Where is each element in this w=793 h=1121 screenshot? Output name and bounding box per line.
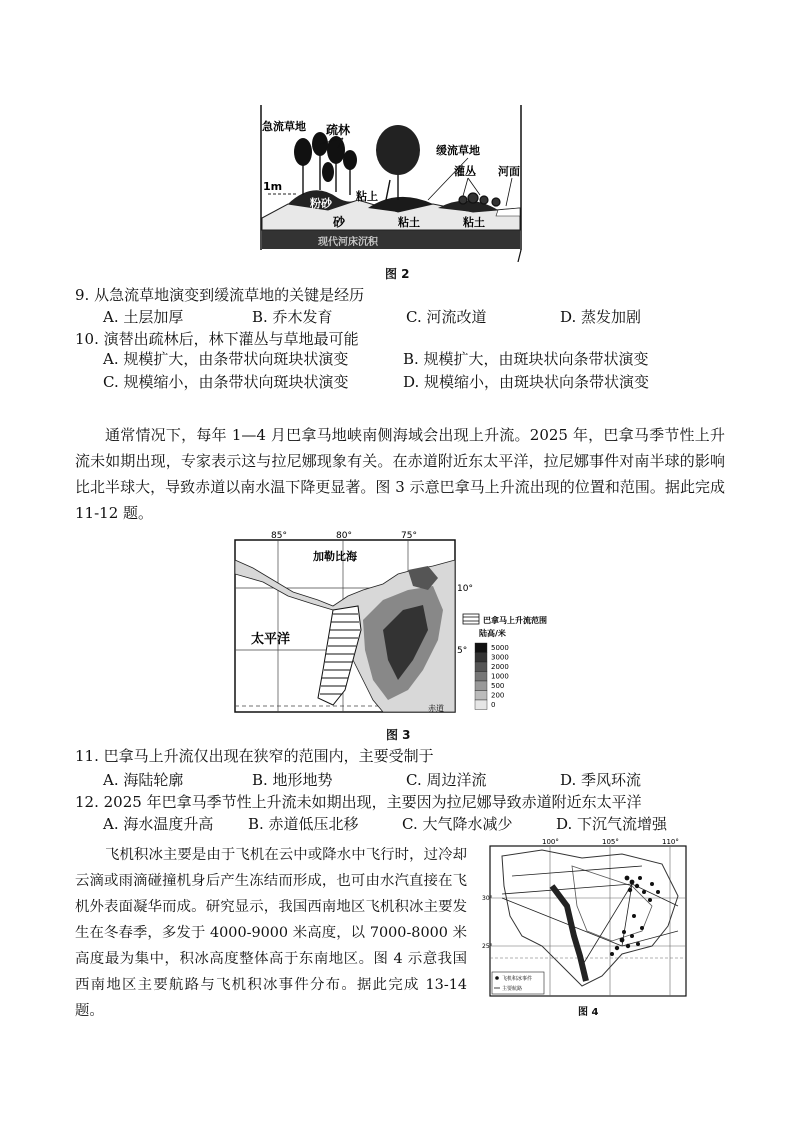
fig3-legend [463,614,547,710]
figure-3-caption: 图 3 [386,728,411,742]
fig3-legend-value: 2000 [491,663,509,671]
fig4-lat-30: 30° [482,895,493,902]
fig2-label-niantu1: 粘土 [398,216,420,229]
fig3-legend-title: 巴拿马上升流范围 [483,616,547,625]
q12-option-a[interactable]: A. 海水温度升高 [103,815,214,833]
fig3-lon-85: 85° [271,531,287,541]
q9-option-b[interactable]: B. 乔木发育 [252,308,333,326]
fig4-legend-route: 主要航路 [502,986,523,992]
fig2-label-bottom: 现代河床沉积 [318,237,378,248]
fig3-legend-value: 200 [491,691,505,700]
fig3-equator: 赤道 [428,704,444,713]
q10-option-b[interactable]: B. 规模扩大，由斑块状向条带状演变 [403,350,649,368]
fig3-caribbean-sea: 加勒比海 [313,550,357,563]
q11-option-a[interactable]: A. 海陆轮廓 [103,771,184,789]
q11-option-c[interactable]: C. 周边洋流 [406,771,487,789]
fig3-legend-swatch [475,653,487,663]
fig3-legend-value: 1000 [491,672,509,681]
fig4-lon-110: 110° [662,838,679,846]
question-9-stem: 9. 从急流草地演变到缓流草地的关键是经历 [75,286,365,304]
fig3-legend-value: 500 [491,682,505,690]
passage-panama-upwelling: 通常情况下，每年 1—4 月巴拿马地峡南侧海域会出现上升流。2025 年，巴拿马季节性上升流未如期出现，专家表示这与拉尼娜现象有关。在赤道附近东太平洋，拉尼娜事件对南半球的影响比北半球大，导致赤道以南水温下降更显著。图 3 示意巴拿马上升流出现的位置和范围。据此完成 11-12 题。 [75,426,725,522]
figure-3-panama-map [233,530,563,720]
figure-2-river-profile [258,100,538,262]
fig3-lat-10: 10° [457,584,473,594]
question-10-stem: 10. 演替出疏林后，林下灌丛与草地最可能 [75,330,359,348]
fig3-legend-value: 3000 [491,653,509,662]
fig3-legend-swatch [475,700,487,710]
fig3-lon-80: 80° [336,531,352,541]
fig3-legend-swatch [475,662,487,672]
q10-option-d[interactable]: D. 规模缩小，由斑块状向条带状演变 [403,373,650,391]
q11-option-d[interactable]: D. 季风环流 [560,771,642,789]
figure-4-southwest-china-map [482,836,697,1001]
figure-4-caption: 图 4 [578,1007,599,1018]
fig2-label-fensha: 粉砂 [310,197,332,210]
fig3-legend-swatch [475,691,487,701]
fig4-lat-25: 25° [482,943,493,950]
fig3-legend-swatch [475,681,487,691]
q9-option-a[interactable]: A. 土层加厚 [103,308,184,326]
fig3-legend-value: 0 [491,701,496,709]
fig2-label-jiliu: 急流草地 [262,120,306,133]
figure-2-caption: 图 2 [385,267,410,281]
q10-option-a[interactable]: A. 规模扩大，由条带状向斑块状演变 [103,350,349,368]
fig3-legend-unit: 陆高/米 [479,629,506,638]
fig3-legend-swatch [475,643,487,653]
fig3-legend-swatch [475,672,487,682]
q10-option-c[interactable]: C. 规模缩小，由条带状向斑块状演变 [103,373,349,391]
fig4-lon-105: 105° [602,838,619,846]
fig2-label-huanliu: 缓流草地 [436,144,480,157]
q12-option-c[interactable]: C. 大气降水减少 [402,815,513,833]
fig3-pacific-ocean: 太平洋 [251,632,291,647]
fig4-legend-dot-icon [495,976,499,980]
fig2-label-guancong: 灌丛 [454,165,476,178]
q9-option-d[interactable]: D. 蒸发加剧 [560,308,642,326]
fig3-lat-5: 5° [457,646,468,656]
fig3-lon-75: 75° [401,531,417,541]
fig4-legend-icing: 飞机积冰事件 [502,976,533,982]
fig2-label-hemian: 河面 [498,165,520,178]
question-11-stem: 11. 巴拿马上升流仅出现在狭窄的范围内，主要受制于 [75,747,434,765]
question-12-stem: 12. 2025 年巴拿马季节性上升流未如期出现，主要因为拉尼娜导致赤道附近东太平洋 [75,793,642,811]
fig2-label-niantu2: 粘土 [463,216,485,229]
fig3-legend-value: 5000 [491,644,509,652]
q9-option-c[interactable]: C. 河流改道 [406,308,487,326]
fig4-lon-100: 100° [542,838,559,846]
fig2-label-one-m: 1m [263,180,283,193]
q12-option-d[interactable]: D. 下沉气流增强 [556,815,668,833]
fig2-label-niantu-top: 粘上 [356,190,378,203]
q12-option-b[interactable]: B. 赤道低压北移 [248,815,359,833]
fig2-label-shulin: 疏林 [326,123,351,137]
fig2-label-sha: 砂 [333,215,346,229]
q11-option-b[interactable]: B. 地形地势 [252,771,333,789]
passage-aircraft-icing: 飞机积冰主要是由于飞机在云中或降水中飞行时，过冷却云滴或雨滴碰撞机身后产生冻结而形成，也可由水汽直接在飞机外表面凝华而成。研究显示，我国西南地区飞机积冰主要发生在冬春季，多发于 4000-9000 米高度，以 7000-8000 米高度最为集中，积冰高度整体高于东南地区。图 4 示意我国西南地区主要航路与飞机积冰事件分布。据此完成 13-14 题。 [75,847,467,1019]
